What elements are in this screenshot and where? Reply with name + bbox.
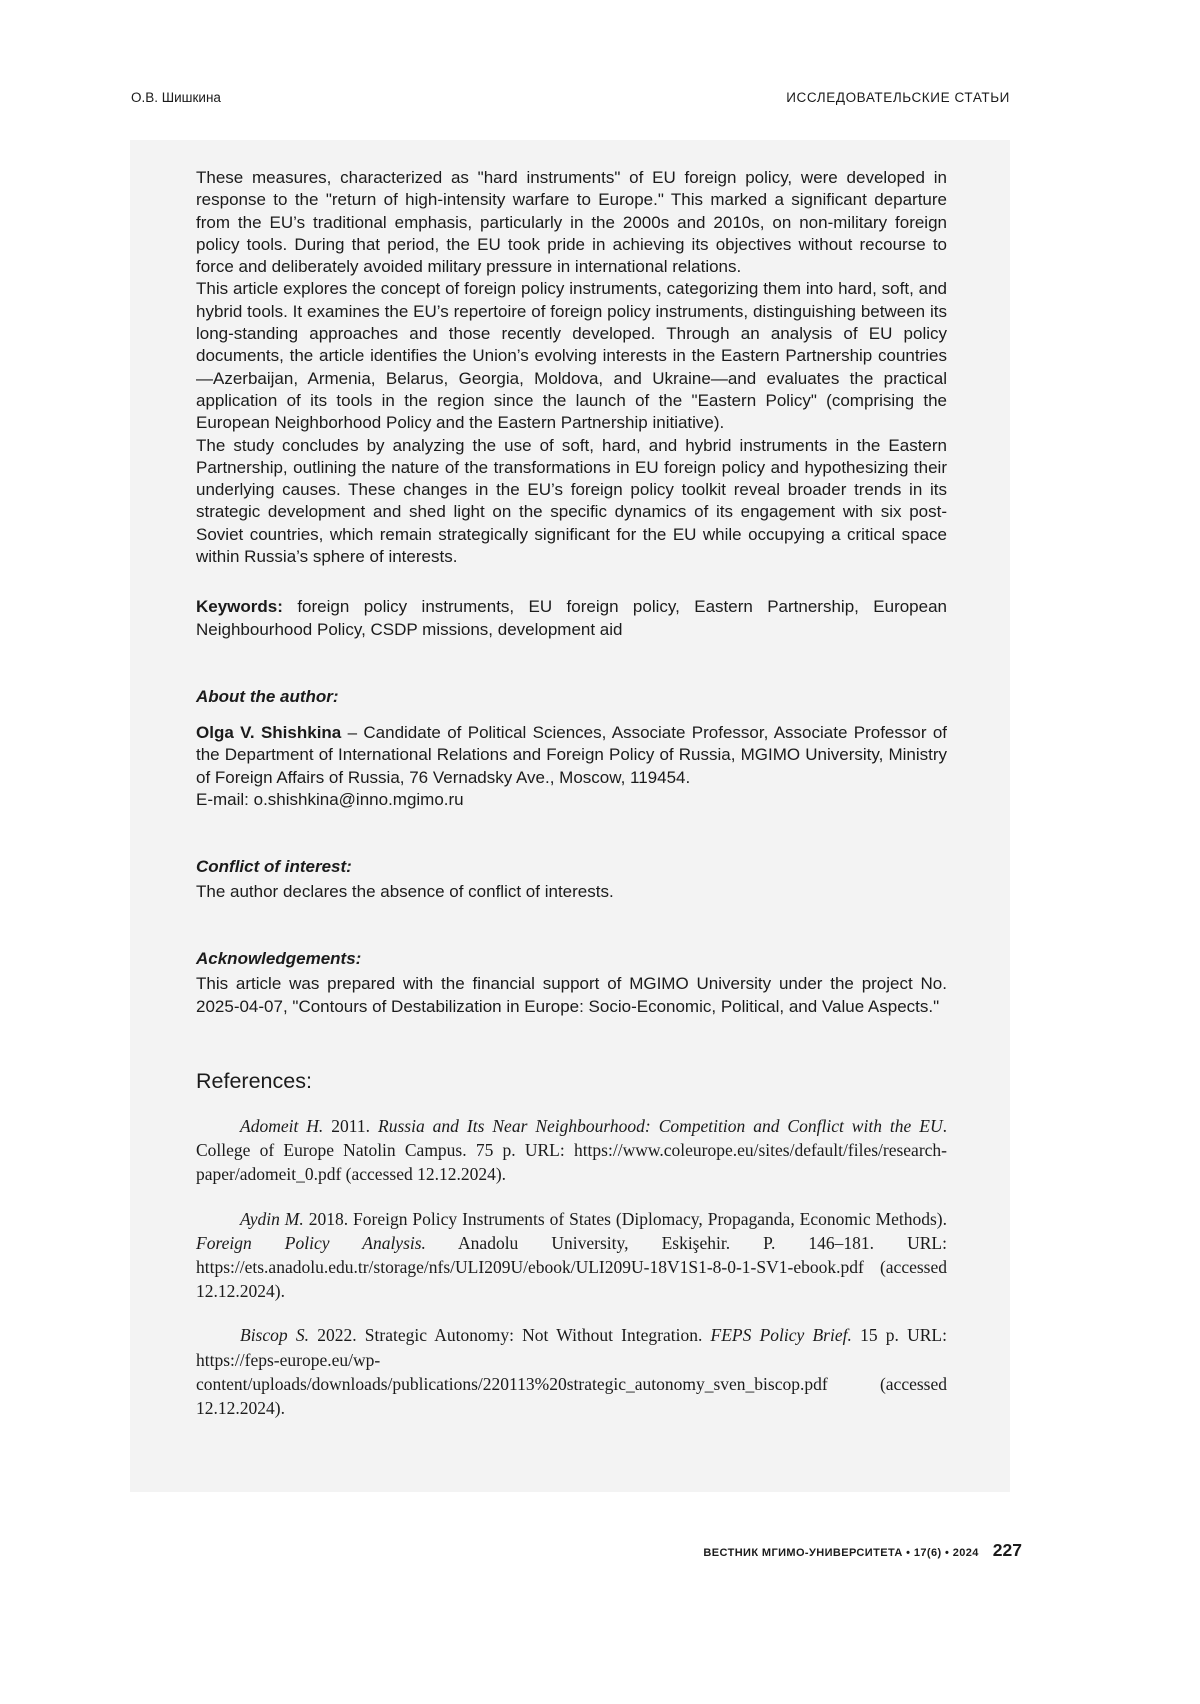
about-author-heading: About the author: [196, 686, 339, 706]
keywords-text: foreign policy instruments, EU foreign policy, Eastern Partnership, European Neighbourhood Policy, CSDP missions, development aid [196, 597, 947, 639]
conflict-of-interest-text: The author declares the absence of conflict of interests. [196, 882, 614, 902]
reference-title: Russia and Its Near Neighbourhood: Competition and Conflict with the EU [378, 1116, 943, 1137]
running-head-author: О.В. Шишкина [131, 90, 221, 105]
running-head-section: ИССЛЕДОВАТЕЛЬСКИЕ СТАТЬИ [786, 90, 1010, 105]
author-name: Olga V. Shishkina [196, 722, 342, 742]
abstract-paragraph-1: These measures, characterized as "hard instruments" of EU foreign policy, were developed in response to the "return of high-intensity warfare to Europe." This marked a significant departure from the EU’s traditional emphasis, particularly in the 2000s and 2010s, on non-military foreign policy tools. During that period, the EU took pride in achieving its objectives without recourse to force and deliberately avoided military pressure in international relations. [196, 168, 947, 277]
reference-author: Adomeit H. [240, 1116, 332, 1137]
abstract-box [130, 140, 1010, 1492]
reference-title: Foreign Policy Analysis. [196, 1232, 426, 1253]
footer-page-number: 227 [992, 1540, 1022, 1560]
reference-item-3 [196, 1323, 947, 1420]
reference-author: Biscop S. [240, 1325, 318, 1346]
acknowledgements-text: This article was prepared with the financial support of MGIMO University under the project No. 2025-04-07, "Contours of Destabilization in Europe: Socio-Economic, Political, and Value Aspects." [196, 974, 947, 1016]
reference-item-1 [196, 1114, 947, 1187]
running-head [131, 90, 1010, 105]
about-author-text [196, 722, 947, 789]
author-affiliation: – Candidate of Political Sciences, Associate Professor, Associate Professor of the Department of International Relations and Foreign Policy of Russia, MGIMO University, Ministry of Foreign Affairs of Russia, 76 Vernadsky Ave., Moscow, 119454. [196, 722, 947, 787]
reference-item-2 [196, 1207, 947, 1304]
reference-text: . College of Europe Natolin Campus. 75 p. URL: https://www.coleurope.eu/sites/default/files/research-paper/adomeit_0.pdf (accessed 12.12.2024). [196, 1116, 947, 1185]
reference-text: Anadolu University, Eskişehir. P. 146–181. URL: https://ets.anadolu.edu.tr/storage/nfs/ULI209U/ebook/ULI209U-18V1S1-8-0-1-SV1-ebook.pdf (accessed 12.12.2024). [196, 1232, 947, 1302]
keywords-block [196, 596, 947, 641]
abstract-paragraph-3: The study concludes by analyzing the use of soft, hard, and hybrid instruments in the Eastern Partnership, outlining the nature of the transformations in EU foreign policy and hypothesizing their underlying causes. These changes in the EU’s foreign policy toolkit reveal broader trends in its strategic development and shed light on the specific dynamics of its engagement with six post-Soviet countries, which remain strategically significant for the EU while occupying a critical space within Russia’s sphere of interests. [196, 435, 947, 567]
reference-text: 2022. Strategic Autonomy: Not Without Integration. [317, 1325, 711, 1346]
references-heading: References: [196, 1069, 312, 1094]
keywords-label: Keywords: [196, 597, 283, 617]
author-email: E-mail: o.shishkina@inno.mgimo.ru [196, 789, 464, 809]
reference-title: FEPS Policy Brief. [710, 1325, 852, 1346]
abstract-paragraph-2: This article explores the concept of foreign policy instruments, categorizing them into hard, soft, and hybrid tools. It examines the EU’s repertoire of foreign policy instruments, distinguishing between its long-standing approaches and those recently developed. Through an analysis of EU policy documents, the article identifies the Union’s evolving interests in the Eastern Partnership countries—Azerbaijan, Armenia, Belarus, Georgia, Moldova, and Ukraine—and evaluates the practical application of its tools in the region since the launch of the "Eastern Policy" (comprising the European Neighborhood Policy and the Eastern Partnership initiative). [196, 279, 947, 433]
reference-text: 2018. Foreign Policy Instruments of States (Diplomacy, Propaganda, Economic Methods). [308, 1208, 947, 1229]
acknowledgements-heading: Acknowledgements: [196, 949, 362, 969]
reference-text: 2011. [331, 1116, 379, 1137]
reference-author: Aydin M. [240, 1208, 309, 1229]
footer-journal-title: ВЕСТНИК МГИМО-УНИВЕРСИТЕТА • 17(6) • 2024 [703, 1547, 979, 1559]
conflict-of-interest-heading: Conflict of interest: [196, 857, 352, 877]
page-footer [130, 1540, 1022, 1561]
reference-text: 15 p. URL: https://feps-europe.eu/wp-content/uploads/downloads/publications/220113%20strategic_autonomy_sven_biscop.pdf (accessed 12.12.2024). [196, 1325, 947, 1419]
